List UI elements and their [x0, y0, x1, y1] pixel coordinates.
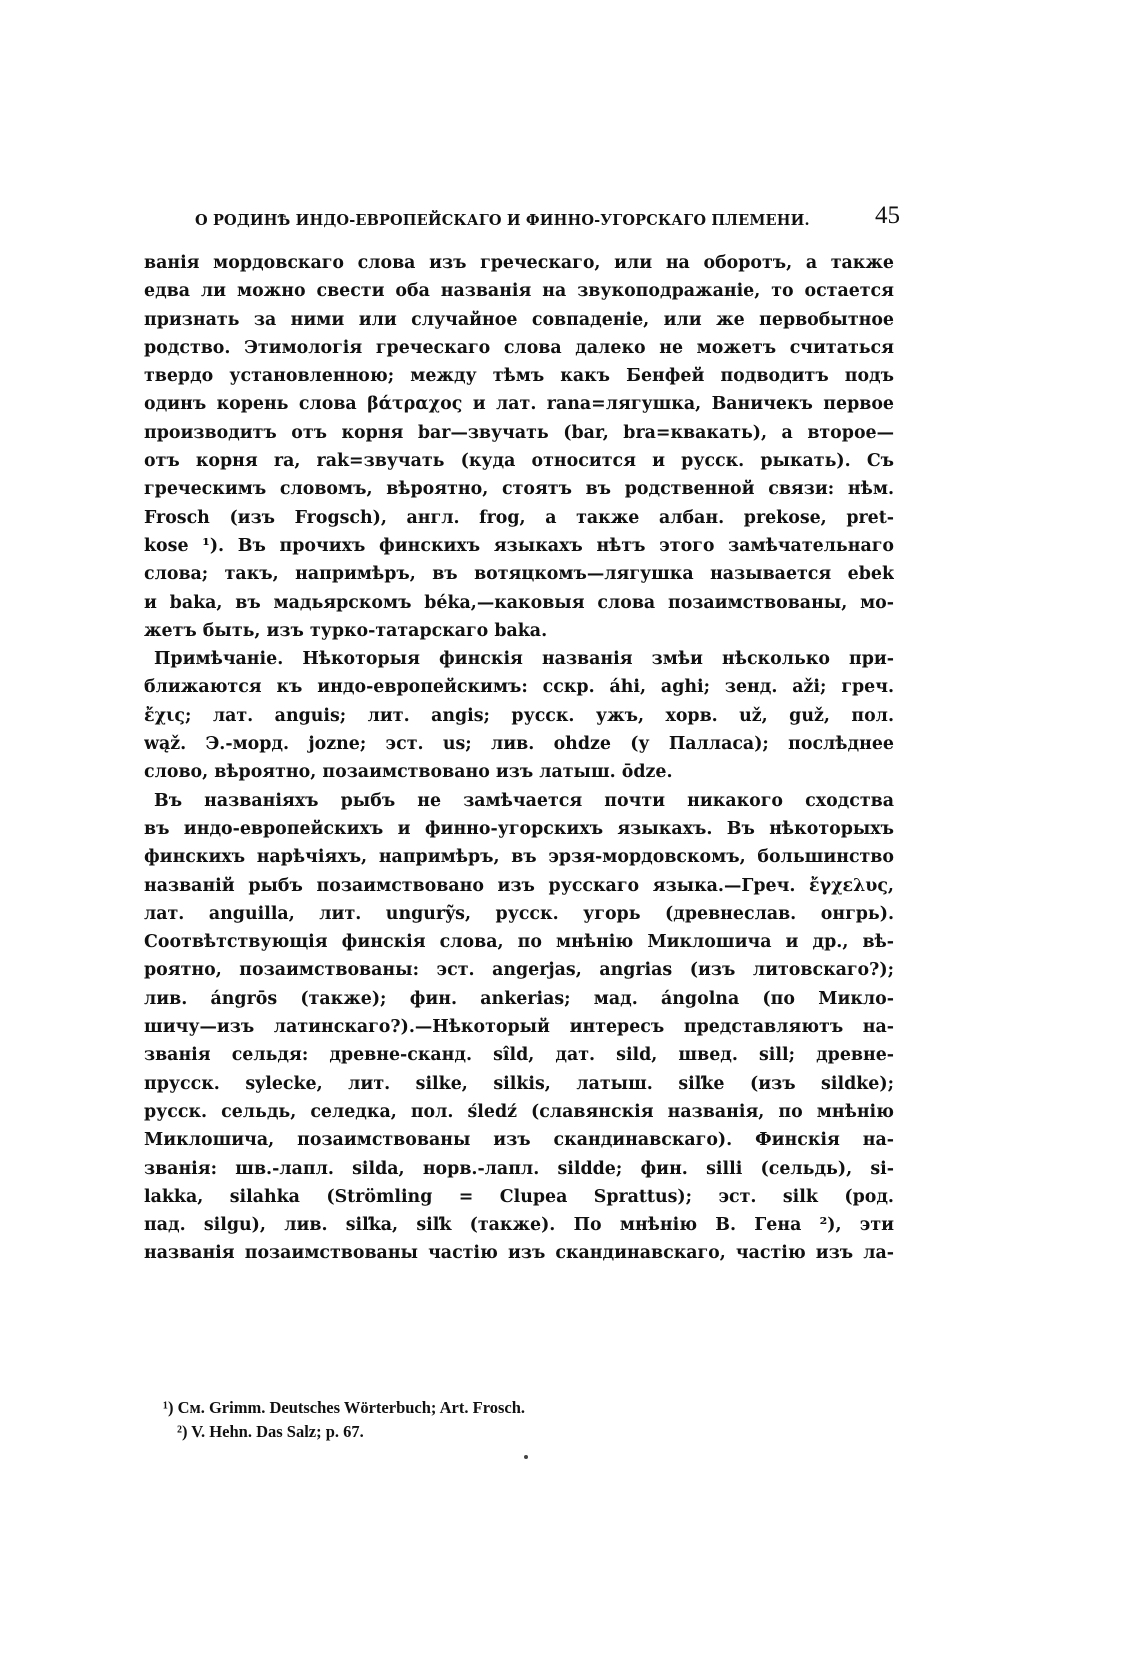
text-line: ванія мордовскаго слова изъ греческаго, или на оборотъ, а также	[144, 253, 894, 273]
text-line: финскихъ нарѣчіяхъ, напримѣръ, въ эрзя-мордовскомъ, большинство	[144, 847, 894, 868]
text-line: званія: шв.-лапл. silda, норв.-лапл. sildde; фин. silli (сельдь), si-	[144, 1158, 894, 1179]
text-line: одинъ корень слова βάτραχος и лат. rana=лягушка, Ваничекъ первое	[144, 394, 894, 415]
text-line: званія сельдя: древне-сканд. sîld, дат. sild, швед. sill; древне-	[144, 1045, 894, 1066]
text-line: едва ли можно свести оба названія на звукоподражаніе, то остается	[144, 281, 894, 302]
text-line: русск. сельдь, селедка, пол. śledź (славянскія названія, по мнѣнію	[144, 1101, 894, 1122]
text-line: прусск. sylecke, лит. silke, silkis, латыш. siľke (изъ sildke);	[144, 1073, 894, 1094]
text-line: kose ¹). Въ прочихъ финскихъ языкахъ нѣтъ этого замѣчательнаго	[144, 535, 894, 556]
text-line: признать за ними или случайное совпаденіе, или же первобытное	[144, 309, 894, 330]
text-line: lakka, silahka (Strömling = Clupea Sprattus); эст. silk (род.	[144, 1186, 894, 1207]
text-line: Frosch (изъ Frogsch), англ. frog, а также албан. prekose, pret-	[144, 507, 894, 528]
running-title: О РОДИНѢ ИНДО-ЕВРОПЕЙСКАГО И ФИННО-УГОРСКАГО ПЛЕМЕНИ.	[195, 212, 810, 229]
text-line: ἔχις; лат. anguis; лит. angis; русск. ужъ, хорв. už, guž, пол.	[144, 705, 894, 726]
page-number: 45	[875, 202, 900, 229]
text-line: слова; такъ, напримѣръ, въ вотяцкомъ—лягушка называется ebek	[144, 564, 894, 585]
text-line: производитъ отъ корня bar—звучать (bar, bra=квакать), а второе—	[144, 422, 894, 443]
paragraph-start-line: Въ названіяхъ рыбъ не замѣчается почти никакого сходства	[154, 790, 894, 811]
note-paragraph-start: Примѣчаніе. Нѣкоторыя финскія названія змѣи нѣсколько при-	[154, 649, 894, 670]
text-line: роятно, позаимствованы: эст. angerjas, angrias (изъ литовскаго?);	[144, 960, 894, 981]
text-line: лив. ángrōs (также); фин. ankerias; мад. ángolna (по Микло-	[144, 988, 894, 1009]
print-speck	[524, 1455, 528, 1459]
text-line: родство. Этимологія греческаго слова далеко не можетъ считаться	[144, 337, 894, 358]
footnote-1: ¹) См. Grimm. Deutsches Wörterbuch; Art. Frosch.	[163, 1398, 526, 1417]
running-head	[195, 202, 900, 236]
body-text	[144, 249, 894, 1268]
text-line: отъ корня ra, rak=звучать (куда относится и русск. рыкать). Съ	[144, 451, 894, 472]
text-line: названій рыбъ позаимствовано изъ русскаго языка.—Греч. ἔγχελυς,	[144, 875, 894, 896]
text-line: въ индо-европейскихъ и финно-угорскихъ языкахъ. Въ нѣкоторыхъ	[144, 818, 894, 839]
text-line: названія позаимствованы частію изъ скандинавскаго, частію изъ ла-	[144, 1243, 894, 1264]
text-line: Миклошича, позаимствованы изъ скандинавскаго). Финскія на-	[144, 1130, 894, 1151]
footnote-2: ²) V. Hehn. Das Salz; p. 67.	[177, 1422, 364, 1441]
text-line: wąž. Э.-морд. jozne; эст. us; лив. ohdze (у Палласа); послѣднее	[144, 734, 894, 755]
text-line: греческимъ словомъ, вѣроятно, стоятъ въ родственной связи: нѣм.	[144, 479, 894, 500]
paragraph-end-line: слово, вѣроятно, позаимствовано изъ латыш. ōdze.	[144, 762, 673, 783]
paragraph-end-line: жетъ быть, изъ турко-татарскаго baka.	[144, 620, 548, 641]
text-line: шичу—изъ латинскаго?).—Нѣкоторый интересъ представляютъ на-	[144, 1017, 894, 1038]
text-line: твердо установленною; между тѣмъ какъ Бенфей подводитъ подъ	[144, 366, 894, 387]
text-line: Соотвѣтствующія финскія слова, по мнѣнію Миклошича и др., вѣ-	[144, 932, 894, 953]
text-line: пад. silgu), лив. siľka, siľk (также). По мнѣнію В. Гена ²), эти	[144, 1215, 894, 1236]
text-line: лат. anguilla, лит. ungurỹs, русск. угорь (древнеслав. онгрь).	[144, 903, 894, 924]
text-line: и baka, въ мадьярскомъ béka,—каковыя слова позаимствованы, мо-	[144, 592, 894, 613]
text-line: ближаются къ индо-европейскимъ: сскр. áhi, aghi; зенд. aži; греч.	[144, 677, 894, 698]
footnotes	[163, 1396, 763, 1444]
